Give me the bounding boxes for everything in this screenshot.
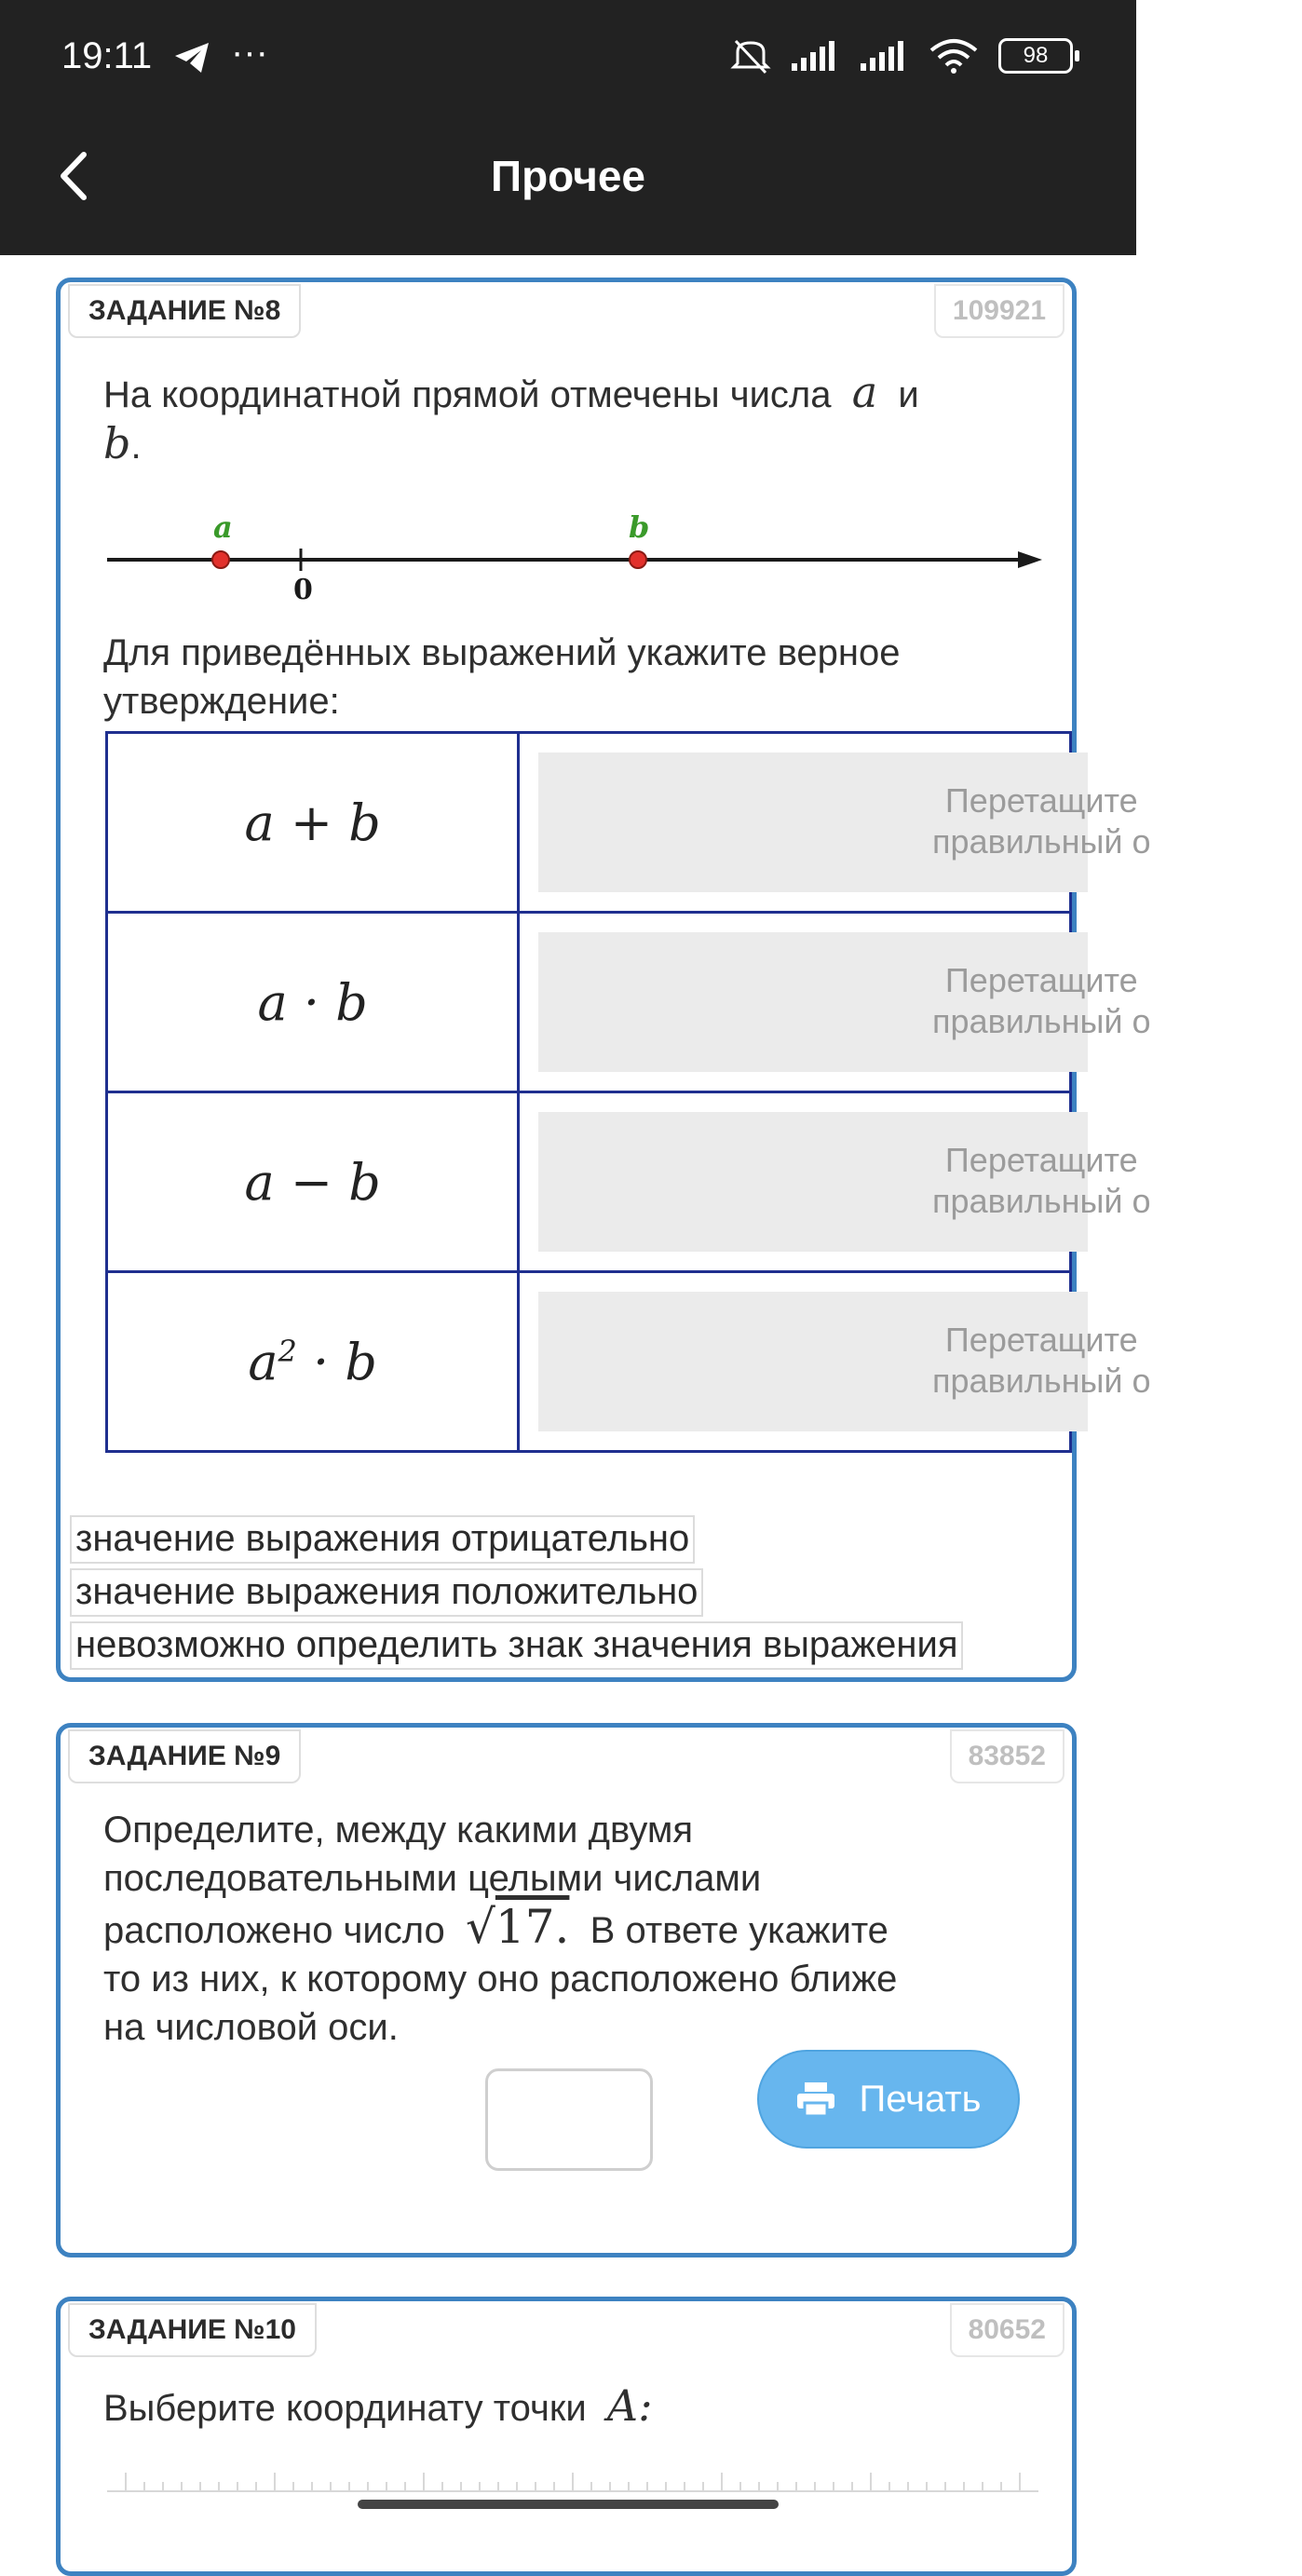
drop-zone[interactable]: Перетащите правильный о: [538, 1112, 1088, 1252]
task-id: 83852: [950, 1729, 1065, 1783]
printer-icon: [795, 2081, 836, 2118]
task-card-9: [56, 1723, 1077, 2257]
signal-icon: [790, 39, 840, 73]
status-time: 19:11: [61, 35, 153, 76]
expression-cell: a · b: [107, 913, 519, 1092]
more-notifications-icon: ···: [231, 32, 268, 73]
question-text: Выберите координату точки A:: [103, 2380, 653, 2431]
label-b: b: [629, 509, 650, 545]
table-row: [107, 913, 1071, 1092]
question-text: На координатной прямой отмечены числа a и b.: [103, 367, 919, 468]
answer-option-positive[interactable]: значение выражения положительно: [70, 1568, 703, 1617]
expression-cell: a + b: [107, 733, 519, 913]
drop-zone[interactable]: Перетащите правильный о: [538, 932, 1088, 1072]
drop-zone[interactable]: Перетащите правильный о: [538, 1292, 1088, 1431]
mute-icon: [730, 37, 771, 75]
print-label: Печать: [859, 2078, 982, 2120]
label-zero: 0: [293, 574, 313, 606]
task-label: ЗАДАНИЕ №8: [68, 284, 301, 338]
task-id: 109921: [934, 284, 1065, 338]
signal-icon-2: [859, 39, 909, 73]
number-line: [107, 506, 1048, 608]
var-a: a: [851, 367, 878, 417]
task-id: 80652: [950, 2303, 1065, 2357]
point-a: [212, 551, 229, 568]
table-row: [107, 733, 1071, 913]
battery-indicator: 98: [998, 38, 1073, 74]
ruler-scale: [107, 2458, 1038, 2495]
point-b: [630, 551, 646, 568]
var-b: b: [103, 418, 131, 468]
answer-option-undetermined[interactable]: невозможно определить знак значения выражения: [70, 1621, 963, 1670]
drop-zone[interactable]: Перетащите правильный о: [538, 752, 1088, 892]
expression-cell: a − b: [107, 1092, 519, 1272]
instruction-text: Для приведённых выражений укажите верное утверждение:: [103, 632, 901, 722]
home-indicator[interactable]: [358, 2500, 779, 2509]
sqrt-expression: √17.: [466, 1900, 570, 1954]
answer-input[interactable]: [485, 2068, 653, 2171]
task-card-8: [56, 278, 1151, 1682]
task-label: ЗАДАНИЕ №10: [68, 2303, 317, 2357]
print-button[interactable]: [757, 2050, 1020, 2149]
page-title: Прочее: [491, 152, 645, 200]
matching-table: [105, 731, 1151, 1453]
task-label: ЗАДАНИЕ №9: [68, 1729, 301, 1783]
point-label: A: [606, 2380, 639, 2431]
label-a: a: [213, 509, 233, 545]
wifi-icon: [928, 37, 980, 75]
task-card-10: [56, 2297, 1077, 2576]
table-row: [107, 1092, 1071, 1272]
expression-cell: $a^2 \cdot b$: [107, 1272, 519, 1452]
answer-option-negative[interactable]: значение выражения отрицательно: [70, 1515, 695, 1564]
telegram-icon: [173, 41, 210, 79]
question-text: Определите, между какими двумя последовательными целыми числами расположено число √17. В ответе укажите то из них, к которому оно расположено ближе на числовой оси.: [103, 1810, 898, 2048]
table-row: [107, 1272, 1071, 1452]
app-header: [0, 0, 1136, 255]
status-icons: [730, 37, 1073, 75]
